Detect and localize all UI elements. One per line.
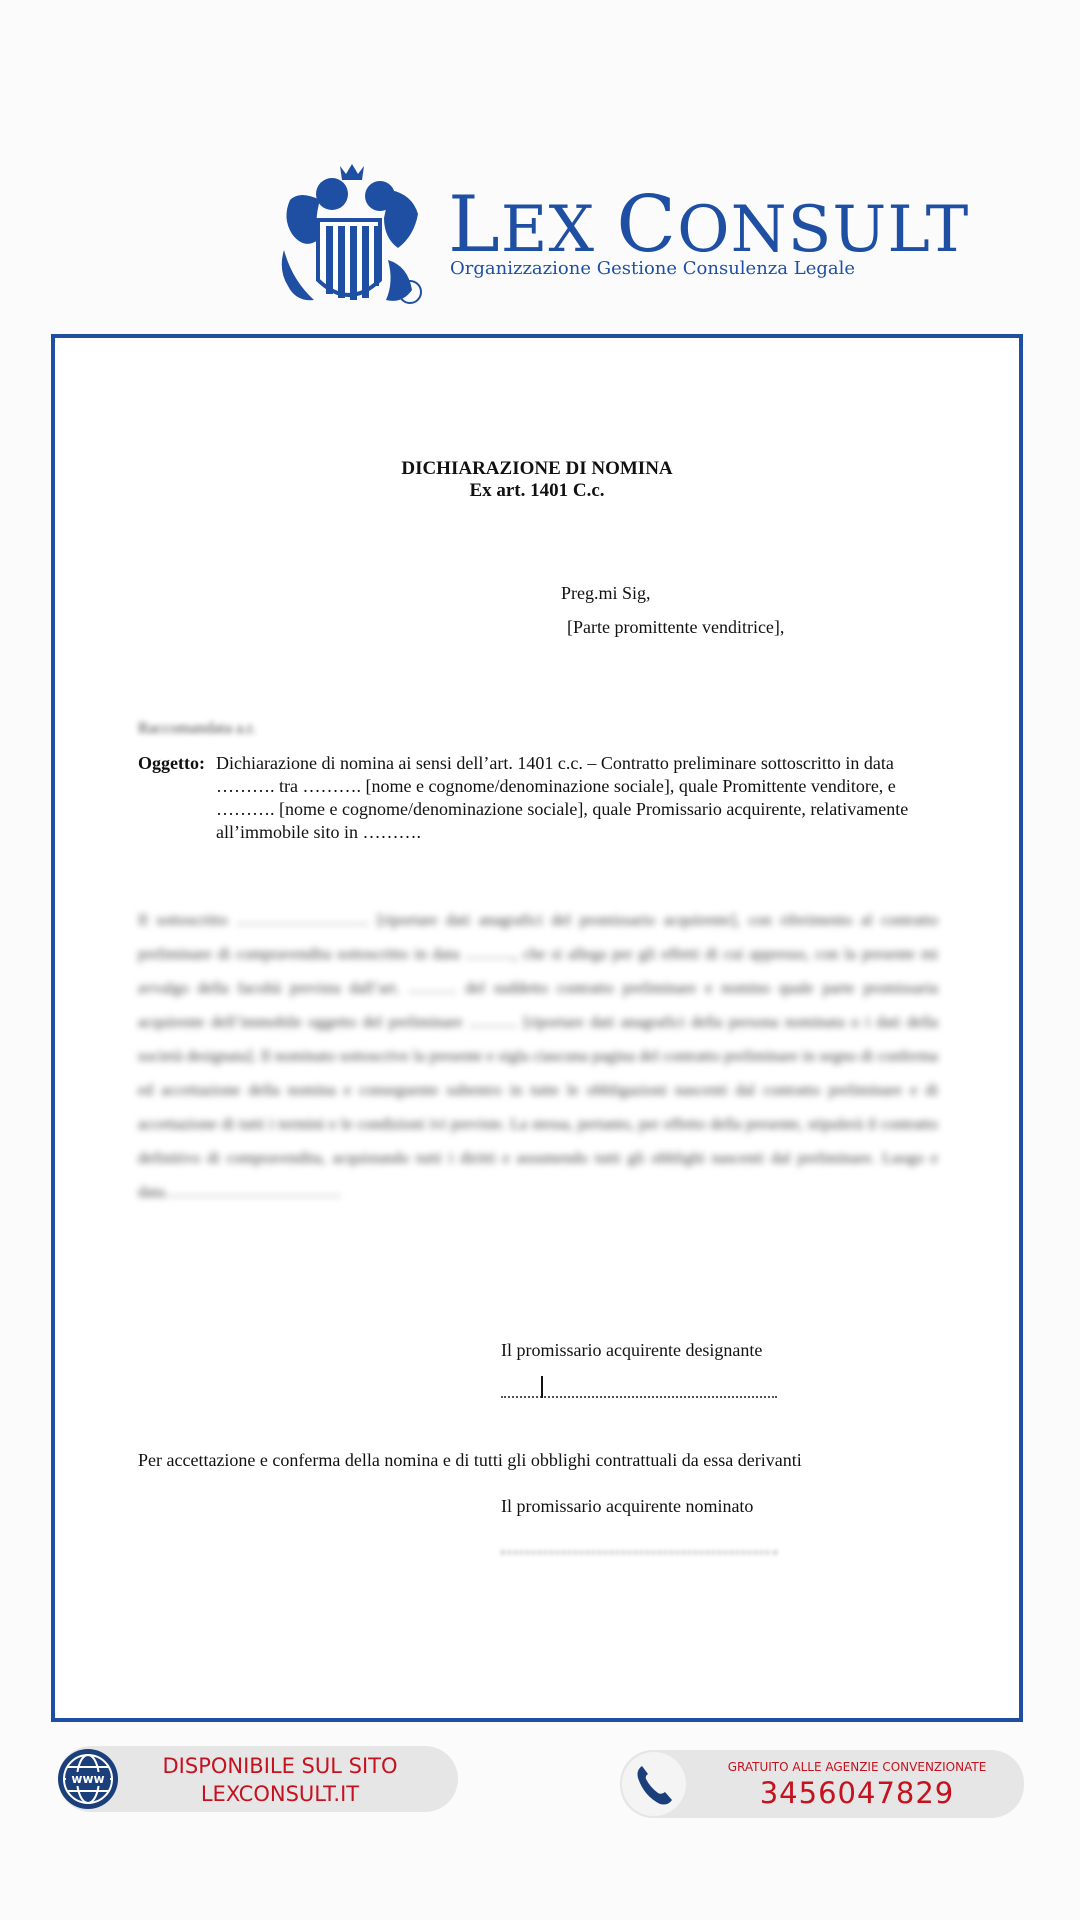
oggetto-text: Dichiarazione di nomina ai sensi dell’art. 1401 c.c. – Contratto preliminare sottoscritto in data ………. tra ………. [nome e cognome/denominazione sociale], quale Promittente venditore, e ………. [nome e cognome/denominazione sociale], quale Promissario acquirente, relativamente all’immobile sito in ………. bbox=[216, 753, 909, 842]
title-line: DICHIARAZIONE DI NOMINA bbox=[401, 458, 673, 479]
globe-www-icon bbox=[56, 1747, 120, 1811]
text-cursor bbox=[541, 1376, 543, 1398]
website-url[interactable]: LEXCONSULT.IT bbox=[200, 1782, 360, 1806]
nominated-buyer-label: Il promissario acquirente nominato bbox=[501, 1496, 754, 1516]
brand-header bbox=[270, 160, 970, 310]
raccomandata-line: Raccomandata a.r. bbox=[138, 720, 256, 737]
document-title bbox=[55, 458, 1019, 502]
website-badge[interactable] bbox=[58, 1746, 458, 1812]
nominated-signature-line[interactable] bbox=[501, 1548, 777, 1554]
addressee-party: [Parte promittente venditrice], bbox=[567, 617, 785, 637]
phone-icon bbox=[622, 1752, 686, 1816]
document-page bbox=[51, 334, 1023, 1722]
designating-buyer-label: Il promissario acquirente designante bbox=[501, 1340, 763, 1360]
oggetto-label: Oggetto: bbox=[138, 753, 205, 773]
brand-name: LEX CONSULT bbox=[448, 180, 970, 270]
svg-text:www: www bbox=[71, 1772, 105, 1786]
coat-of-arms-logo bbox=[270, 160, 430, 310]
website-label: DISPONIBILE SUL SITO bbox=[162, 1754, 398, 1778]
designating-signature-line[interactable] bbox=[501, 1378, 777, 1398]
acceptance-text: Per accettazione e conferma della nomina e di tutti gli obblighi contrattuali da essa derivanti bbox=[138, 1450, 802, 1470]
brand-subtitle: Organizzazione Gestione Consulenza Legale bbox=[450, 258, 856, 279]
subtitle-line: Ex art. 1401 C.c. bbox=[469, 480, 605, 501]
website-text bbox=[130, 1752, 430, 1808]
phone-badge[interactable] bbox=[620, 1750, 1024, 1818]
phone-icon-circle bbox=[622, 1752, 686, 1816]
phone-number[interactable]: 3456047829 bbox=[759, 1776, 955, 1810]
addressee-greeting: Preg.mi Sig, bbox=[561, 583, 651, 603]
addressee-block bbox=[561, 582, 784, 638]
blurred-body-text: Il sottoscritto ……………………. [riportare dati anagrafici del promissario acquirente], con riferimento al contratto preliminare di compravendita sottoscritto in data ………, che si allega per gli effetti di cui appresso, con la presente mi avvalgo della facoltà prevista dall’art. ……… del suddetto contratto preliminare e nomino quale parte promissaria acquirente dell’immobile oggetto del preliminare ……… [riportare dati anagrafici della persona nominata o i dati della società designata]. Il nominato sottoscrive la presente e sigla ciascuna pagina del contratto preliminare in segno di conferma ed accettazione della nomina e conseguente subentro in tutte le obbligazioni nascenti dal contratto preliminare e di accettazione di tutti i termini e le condizioni ivi previste. La stessa, pertanto, per effetto della presente, stipulerà il contratto definitivo di compravendita, acquistando tutti i diritti e assumendo tutti gli obblighi nascenti dal preliminare. Luogo e data…………………………… bbox=[138, 912, 938, 1201]
phone-note: GRATUITO ALLE AGENZIE CONVENZIONATE bbox=[727, 1760, 987, 1774]
oggetto-block bbox=[138, 752, 938, 844]
